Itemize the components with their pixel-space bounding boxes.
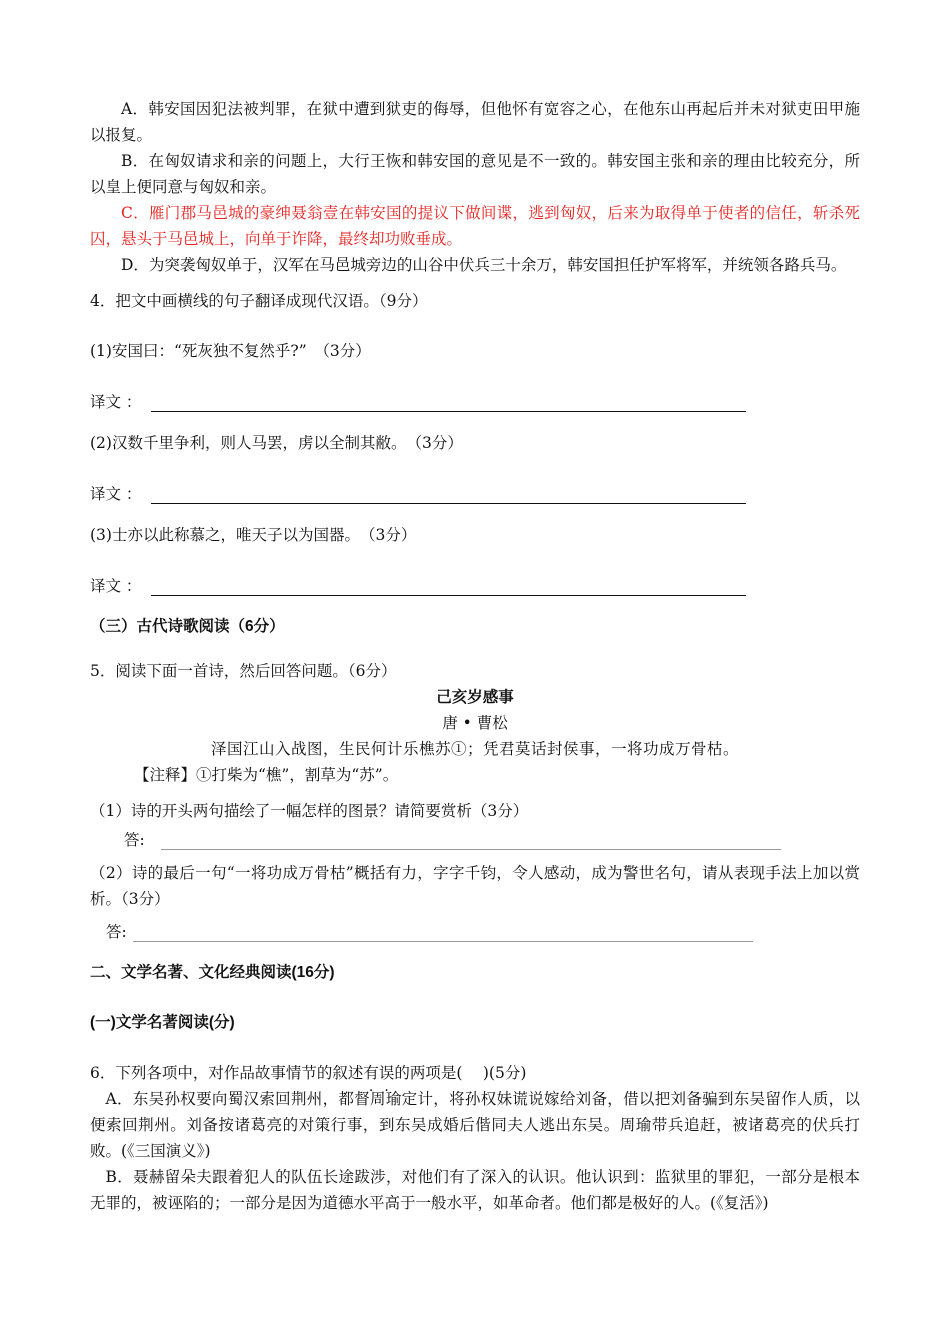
answer-label: 答: [106, 923, 127, 941]
q3-option-c: C．雁门郡马邑城的豪绅聂翁壹在韩安国的提议下做间谍，逃到匈奴，后来为取得单于使者的信任，斩杀死囚，悬头于马邑城上，向单于诈降，最终却功败垂成。 [90, 204, 860, 248]
answer-line[interactable] [151, 483, 746, 504]
q4-answer-2[interactable] [90, 474, 860, 504]
q3-option-a: A．韩安国因犯法被判罪，在狱中遭到狱吏的侮辱，但他怀有宽容之心，在他东山再起后并未对狱吏田甲施以报复。 [90, 100, 860, 144]
q6-prompt [90, 1060, 860, 1086]
q6-emphasis-2: 误 [378, 1064, 395, 1082]
answer-label: 译文 ： [90, 485, 142, 503]
answer-line[interactable] [161, 831, 781, 850]
section-poetry-heading: （三）古代诗歌阅读（6分） [90, 618, 285, 635]
q6-emphasis-1: 有 [363, 1064, 379, 1082]
section-two-subheading: (一)文学名著阅读(分) [90, 1014, 235, 1031]
answer-line[interactable] [151, 575, 746, 596]
q5-sub2: （2）诗的最后一句“一将功成万骨枯”概括有力，字字千钧，令人感动，成为警世名句，请从表现手法上加以赏析。（3分） [90, 864, 860, 908]
q6-prefix: 6．下列各项中，对作品故事情节的叙述 [90, 1064, 364, 1082]
q4-prompt: 4．把文中画横线的句子翻译成现代汉语。（9分） [90, 292, 428, 310]
poem-note: 【注释】①打柴为“樵”，割草为“苏”。 [134, 766, 399, 784]
answer-line[interactable] [133, 923, 753, 942]
q6-option-b: B．聂赫留朵夫跟着犯人的队伍长途跋涉，对他们有了深入的认识。他认识到：监狱里的罪犯，一部分是根本无罪的，被诬陷的；一部分是因为道德水平高于一般水平，如革命者。他们都是极好的人。(《复活》) [90, 1168, 860, 1212]
answer-label: 答: [124, 831, 145, 849]
q5-sub1: （1）诗的开头两句描绘了一幅怎样的图景？请简要赏析（3分） [90, 802, 529, 820]
q3-option-b: B．在匈奴请求和亲的问题上，大行王恢和韩安国的意见是不一致的。韩安国主张和亲的理由比较充分，所以皇上便同意与匈奴和亲。 [90, 152, 860, 196]
q3-option-d: D．为突袭匈奴单于，汉军在马邑城旁边的山谷中伏兵三十余万，韩安国担任护军将军，并统领各路兵马。 [121, 256, 847, 274]
q4-answer-1[interactable] [90, 382, 860, 412]
q4-item-3: (3)士亦以此称慕之，唯天子以为国器。 （3分） [90, 526, 417, 544]
poem-body: 泽国江山入战图，生民何计乐樵苏①；凭君莫话封侯事，一将功成万骨枯。 [210, 740, 739, 758]
q6-suffix: 的两项是( )(5分) [394, 1064, 527, 1082]
q5-sub2-answer[interactable] [90, 912, 860, 942]
poem-author: 唐 • 曹松 [442, 714, 508, 732]
exam-page [90, 96, 860, 1216]
answer-label: 译文 ： [90, 577, 142, 595]
answer-line[interactable] [151, 391, 746, 412]
q5-sub1-answer[interactable] [90, 824, 860, 850]
q4-item-1: (1)安国曰：“死灰独不复然乎?” （3分） [90, 342, 371, 360]
poem-title: 己亥岁感事 [436, 688, 514, 706]
q5-prompt: 5．阅读下面一首诗，然后回答问题。（6分） [90, 662, 397, 680]
section-two-heading: 二、文学名著、文化经典阅读(16分) [90, 964, 335, 981]
q4-item-2: (2)汉数千里争利，则人马罢，虏以全制其敝。 （3分） [90, 434, 463, 452]
q6-option-a: A．东吴孙权要向蜀汉索回荆州，都督周瑜定计，将孙权妹谎说嫁给刘备，借以把刘备骗到东吴留作人质，以便索回荆州。刘备按诸葛亮的对策行事，到东吴成婚后偕同夫人逃出东吴。周瑜带兵追赶，被诸葛亮的伏兵打败。(《三国演义》) [90, 1090, 860, 1160]
q4-answer-3[interactable] [90, 566, 860, 596]
answer-label: 译文 ： [90, 393, 142, 411]
